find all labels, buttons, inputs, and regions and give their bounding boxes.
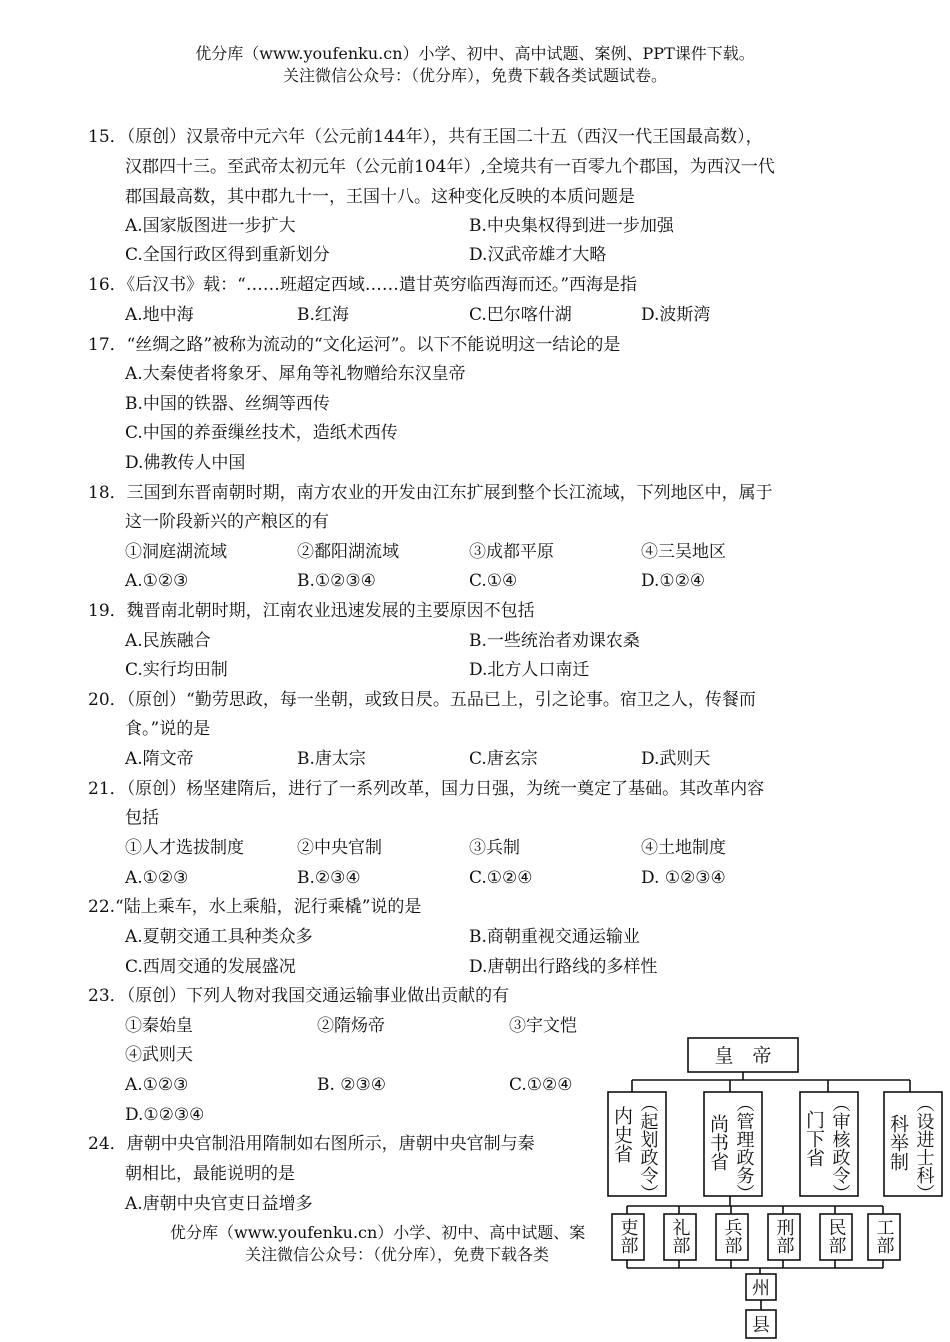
q16-stem: 16．《后汉书》载：“……班超定西域……遣甘英穷临西海而还。”西海是指: [88, 275, 638, 295]
ministry-min-revenue: 民部: [825, 1218, 847, 1254]
shangshu-note: （管理政务）: [733, 1094, 755, 1202]
header-line-2: 关注微信公众号：（优分库），免费下载各类试题试卷。: [282, 66, 667, 85]
q16-option-b: B.红海: [297, 305, 349, 325]
q17-option-d: D.佛教传人中国: [125, 453, 246, 473]
ministry-gong-works: 工部: [873, 1218, 895, 1254]
q18-option-b: B.①②③④: [297, 571, 376, 591]
q15-option-c: C.全国行政区得到重新划分: [125, 245, 330, 265]
q18-stem-2: 这一阶段新兴的产粮区的有: [125, 512, 329, 532]
government-structure-diagram: [600, 1030, 950, 1342]
q16-option-d: D.波斯湾: [641, 305, 711, 325]
q19-option-b: B.一些统治者劝课农桑: [469, 631, 640, 651]
q22-stem: 22.“陆上乘车，水上乘船，泥行乘橇”说的是: [88, 897, 422, 917]
q15-option-a: A.国家版图进一步扩大: [125, 216, 296, 236]
q19-option-c: C.实行均田制: [125, 660, 228, 680]
q17-option-b: B.中国的铁器、丝绸等西传: [125, 394, 330, 414]
q18-option-d: D.①②④: [641, 571, 706, 591]
q23-option-d: D.①②③④: [125, 1105, 205, 1125]
q19-option-d: D.北方人口南迁: [469, 660, 590, 680]
q24-stem-2: 朝相比，最能说明的是: [125, 1164, 295, 1184]
q19-option-a: A.民族融合: [125, 631, 211, 651]
q23-option-b: B. ②③④: [317, 1075, 387, 1095]
q21-stem-1: 21．（原创）杨坚建隋后，进行了一系列改革，国力日强，为统一奠定了基础。其改革内容: [88, 779, 765, 799]
keju-note: （设进士科）: [913, 1094, 935, 1202]
q22-option-c: C.西周交通的发展盛况: [125, 957, 296, 977]
q20-option-c: C.唐玄宗: [469, 749, 538, 769]
q21-item-2: ②中央官制: [297, 838, 382, 858]
q21-stem-2: 包括: [125, 808, 159, 828]
q18-option-c: C.①④: [469, 571, 518, 591]
q17-option-c: C.中国的养蚕缫丝技术，造纸术西传: [125, 423, 398, 443]
q17-stem: 17．“丝绸之路”被称为流动的“文化运河”。以下不能说明这一结论的是: [88, 335, 621, 355]
menxia-label: 门下省: [803, 1110, 825, 1167]
footer-line-1: 优分库（www.youfenku.cn）小学、初中、高中试题、案: [170, 1223, 586, 1242]
q18-option-a: A.①②③: [125, 571, 189, 591]
q21-item-4: ④土地制度: [641, 838, 726, 858]
q15-stem-3: 郡国最高数，其中郡九十一，王国十八。这种变化反映的本质问题是: [125, 187, 635, 207]
q20-stem-1: 20．（原创）“勤劳思政，每一坐朝，或致日昃。五品已上，引之论事。宿卫之人，传餐而: [88, 690, 756, 710]
ministry-xing-justice: 刑部: [773, 1218, 795, 1254]
q22-option-a: A.夏朝交通工具种类众多: [125, 927, 313, 947]
q23-item-2: ②隋炀帝: [317, 1016, 385, 1036]
q23-item-3: ③宇文恺: [509, 1016, 577, 1036]
q20-option-b: B.唐太宗: [297, 749, 366, 769]
q21-option-c: C.①②④: [469, 868, 533, 888]
q21-option-a: A.①②③: [125, 868, 189, 888]
q20-stem-2: 食。”说的是: [125, 719, 211, 739]
q20-option-d: D.武则天: [641, 749, 711, 769]
zhongshu-note: （起划政令）: [637, 1094, 659, 1202]
q21-item-1: ①人才选拔制度: [125, 838, 244, 858]
xian-label: 县: [752, 1315, 770, 1336]
q15-stem-2: 汉郡四十三。至武帝太初元年（公元前104年）,全境共有一百零九个郡国，为西汉一代: [125, 157, 775, 177]
ministry-bing-war: 兵部: [721, 1218, 743, 1254]
ministry-li-personnel: 吏部: [617, 1218, 639, 1254]
q16-option-a: A.地中海: [125, 305, 194, 325]
q18-stem-1: 18．三国到东晋南朝时期，南方农业的开发由江东扩展到整个长江流域，下列地区中，属于: [88, 483, 773, 503]
q15-option-b: B.中央集权得到进一步加强: [469, 216, 674, 236]
q16-option-c: C.巴尔喀什湖: [469, 305, 572, 325]
q21-option-b: B.②③④: [297, 868, 361, 888]
q17-option-a: A.大秦使者将象牙、犀角等礼物赠给东汉皇帝: [125, 364, 466, 384]
q24-option-a: A.唐朝中央官吏日益增多: [125, 1194, 313, 1214]
footer-line-2: 关注微信公众号：（优分库），免费下载各类: [245, 1245, 550, 1264]
q24-stem-1: 24．唐朝中央官制沿用隋制如右图所示，唐朝中央官制与秦: [88, 1134, 535, 1154]
emperor-label: 皇 帝: [714, 1045, 772, 1067]
menxia-note: （审核政令）: [829, 1094, 851, 1202]
q18-item-4: ④三吴地区: [641, 542, 726, 562]
q20-option-a: A.隋文帝: [125, 749, 194, 769]
zhou-label: 州: [752, 1278, 770, 1299]
q23-option-c: C.①②④: [509, 1075, 573, 1095]
q23-stem: 23．（原创）下列人物对我国交通运输事业做出贡献的有: [88, 986, 510, 1006]
q15-stem-1: 15．（原创）汉景帝中元六年（公元前144年），共有王国二十五（西汉一代王国最高数），: [88, 127, 763, 147]
q23-option-a: A.①②③: [125, 1075, 189, 1095]
q22-option-d: D.唐朝出行路线的多样性: [469, 957, 658, 977]
q23-item-1: ①秦始皇: [125, 1016, 193, 1036]
q23-item-4: ④武则天: [125, 1045, 193, 1065]
q19-stem: 19．魏晋南北朝时期，江南农业迅速发展的主要原因不包括: [88, 601, 535, 621]
header-line-1: 优分库（www.youfenku.cn）小学、初中、高中试题、案例、PPT课件下载。: [195, 44, 755, 63]
ministry-li-rites: 礼部: [669, 1218, 691, 1254]
zhongshu-label: 内史省: [611, 1106, 633, 1163]
keju-label: 科举制: [887, 1114, 909, 1171]
q18-item-3: ③成都平原: [469, 542, 554, 562]
shangshu-label: 尚书省: [707, 1114, 729, 1171]
q18-item-2: ②鄱阳湖流域: [297, 542, 399, 562]
q21-option-d: D. ①②③④: [641, 868, 726, 888]
q22-option-b: B.商朝重视交通运输业: [469, 927, 640, 947]
q18-item-1: ①洞庭湖流域: [125, 542, 227, 562]
q15-option-d: D.汉武帝雄才大略: [469, 245, 607, 265]
q21-item-3: ③兵制: [469, 838, 520, 858]
